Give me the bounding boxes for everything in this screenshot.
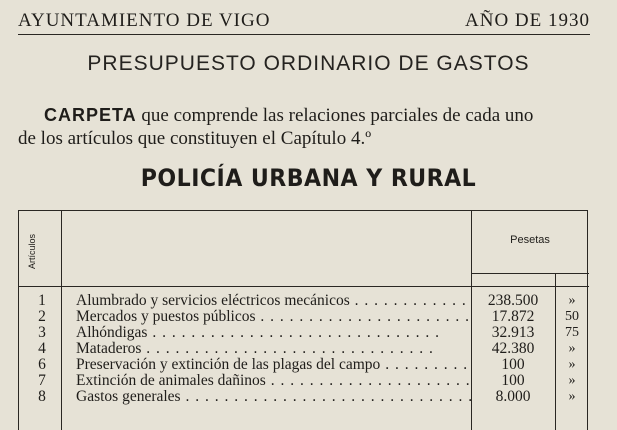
article-description: Mataderos . . . <box>76 341 471 357</box>
amount-centimos: » <box>568 373 576 388</box>
intro-bold-word: CARPETA <box>44 105 137 125</box>
amount-pesetas: 100 <box>501 356 525 373</box>
article-number: 8 <box>38 388 46 405</box>
amount-centimos: 75 <box>565 325 579 340</box>
article-description: Alhóndigas . . . <box>76 325 471 341</box>
article-number: 4 <box>38 340 46 357</box>
article-number: 2 <box>38 308 46 325</box>
amount-pesetas: 8.000 <box>495 388 531 405</box>
municipality-name: AYUNTAMIENTO DE VIGO <box>18 10 271 31</box>
amount-pesetas: 32.913 <box>491 324 535 341</box>
budget-year: AÑO DE 1930 <box>465 10 590 31</box>
article-description: Gastos generales . . . <box>76 389 471 405</box>
table-row <box>19 357 589 373</box>
header-divider <box>19 286 589 287</box>
intro-line-2: de los artículos que constituyen el Capítulo 4.º <box>18 128 372 149</box>
table-row <box>19 309 589 325</box>
article-number: 6 <box>38 356 46 373</box>
intro-paragraph <box>18 104 593 150</box>
amount-centimos: 50 <box>565 309 579 324</box>
amount-pesetas: 100 <box>501 372 525 389</box>
column-header-pesetas: Pesetas <box>510 234 550 246</box>
column-header-articulos <box>25 221 55 271</box>
expense-table <box>18 210 588 430</box>
article-number: 7 <box>38 372 46 389</box>
table-row <box>19 325 589 341</box>
amount-centimos: » <box>568 357 576 372</box>
article-number: 3 <box>38 324 46 341</box>
article-description: Preservación y extinción de las plagas del campo . . . <box>76 357 471 373</box>
amount-centimos: » <box>568 341 576 356</box>
amount-pesetas: 42.380 <box>491 340 535 357</box>
table-row <box>19 293 589 309</box>
pesetas-divider <box>471 273 589 274</box>
article-description: Mercados y puestos públicos . . . <box>76 309 471 325</box>
table-row <box>19 373 589 389</box>
chapter-title: POLICÍA URBANA Y RURAL <box>140 164 477 192</box>
articulos-label: Artículos <box>27 233 37 269</box>
amount-centimos: » <box>568 389 576 404</box>
page-header <box>18 8 590 35</box>
amount-centimos: » <box>568 293 576 308</box>
budget-subtitle: PRESUPUESTO ORDINARIO DE GASTOS <box>87 52 530 75</box>
amount-pesetas: 238.500 <box>487 292 539 309</box>
amount-pesetas: 17.872 <box>491 308 535 325</box>
intro-line-1-rest: que comprende las relaciones parciales de cada uno <box>136 105 534 126</box>
article-number: 1 <box>38 292 46 309</box>
article-description: Extinción de animales dañinos . . . <box>76 373 471 389</box>
table-row <box>19 389 589 405</box>
table-row <box>19 341 589 357</box>
article-description: Alumbrado y servicios eléctricos mecánicos . . . <box>76 293 471 309</box>
intro-line-1 <box>18 104 593 127</box>
